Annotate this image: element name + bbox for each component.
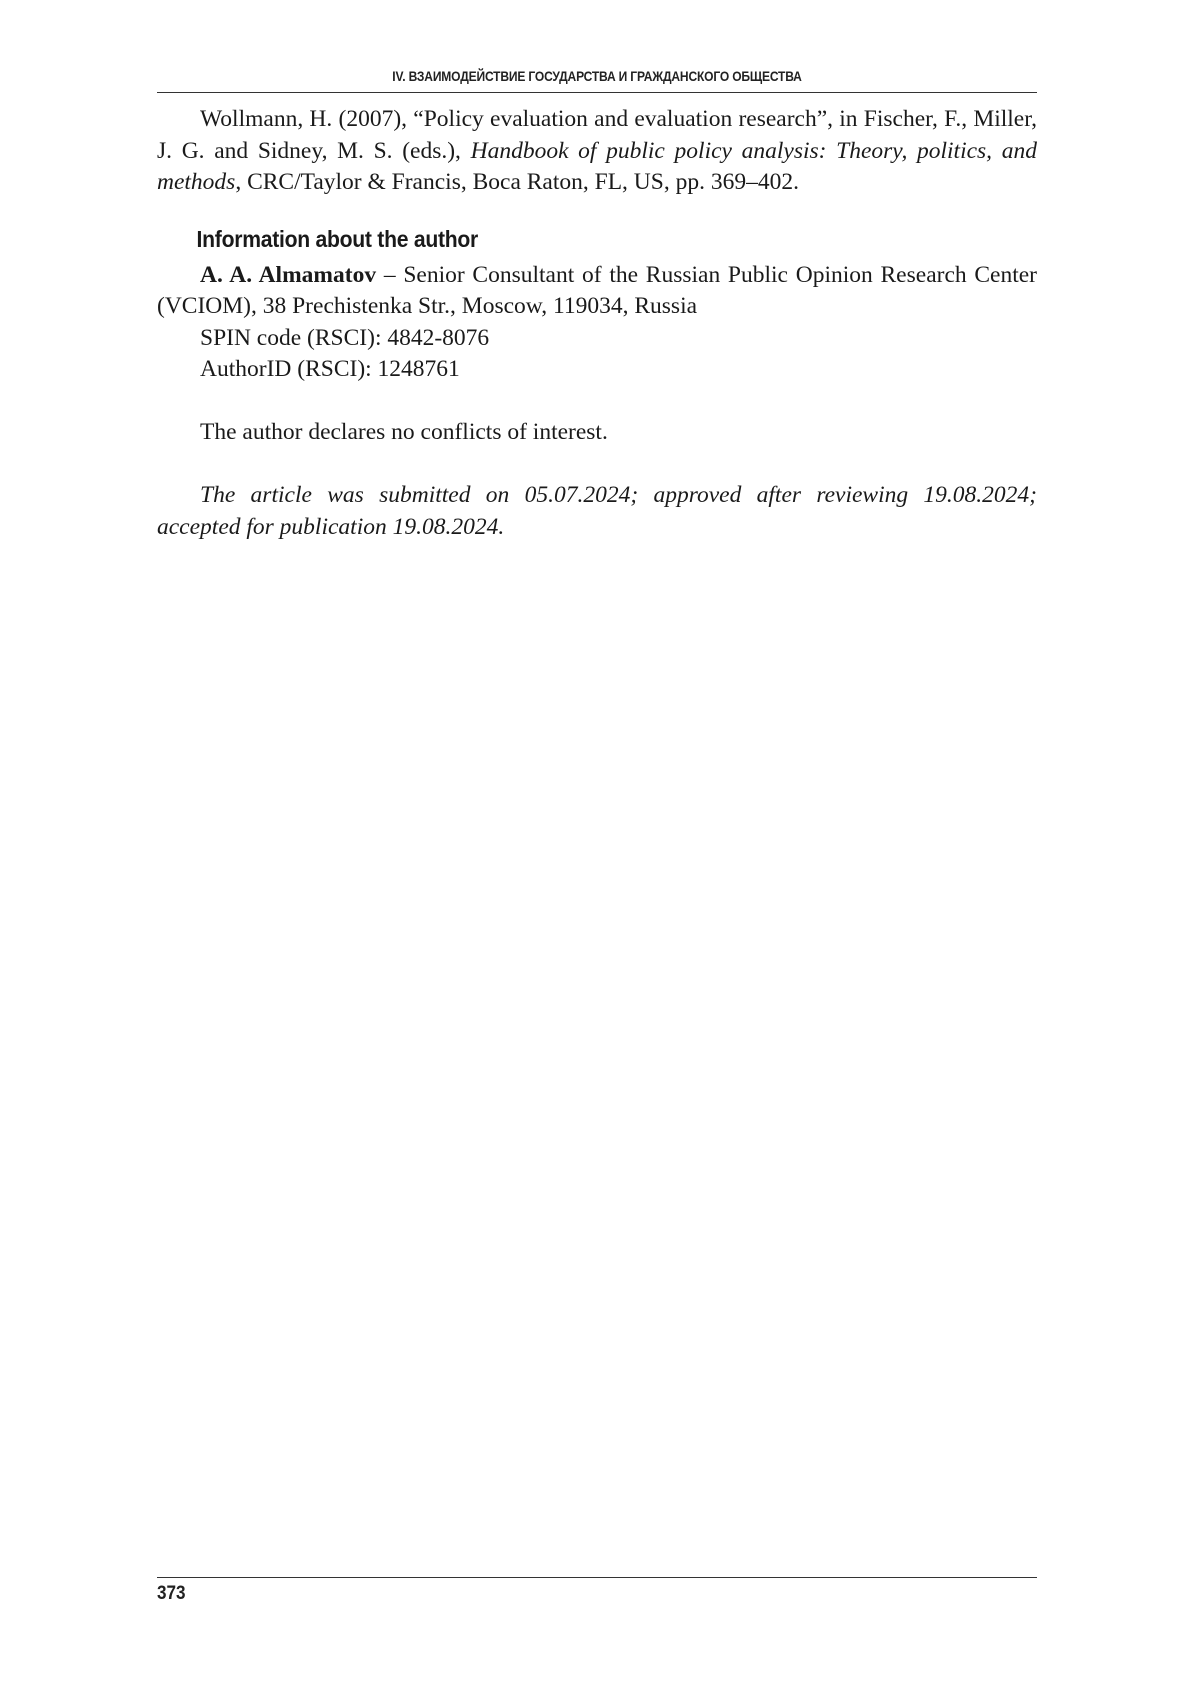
author-affiliation: – Senior Consultant of the Russian Public Opinion Research Center (VCIOM), 38 Prechistenka Str., Moscow, 119034, Russia: [157, 261, 1038, 319]
document-page: [157, 0, 1037, 1694]
page-number: 373: [157, 1583, 186, 1604]
reference-tail: , CRC/Taylor & Francis, Boca Raton, FL, US, pp. 369–402.: [235, 169, 799, 195]
spacer: [157, 386, 1037, 418]
spacer: [157, 449, 1037, 481]
running-head: IV. ВЗАИМОДЕЙСТВИЕ ГОСУДАРСТВА И ГРАЖДАНСКОГО ОБЩЕСТВА: [392, 68, 802, 84]
author-description: [157, 260, 1037, 323]
reference-lead: Wollmann, H. (2007), “Policy evaluation and evaluation research”, in Fischer, F., Miller, J. G. and Sidney, M. S. (eds.),: [157, 106, 1037, 164]
author-spin-code: SPIN code (RSCI): 4842-8076: [200, 324, 490, 351]
author-id: AuthorID (RSCI): 1248761: [200, 356, 460, 382]
conflict-statement: The author declares no conflicts of interest.: [200, 419, 608, 445]
author-name: A. A. Almamatov: [200, 261, 377, 288]
reference-book-title: Handbook of public policy analysis: Theory, politics, and methods: [157, 137, 1037, 195]
header-rule: [157, 92, 1037, 93]
footer-rule: [157, 1577, 1037, 1578]
reference-entry: [157, 104, 1037, 199]
author-info-heading: Information about the author: [196, 225, 479, 252]
body-text: [157, 104, 1037, 543]
submission-note: The article was submitted on 05.07.2024; approved after reviewing 19.08.2024; accepted for publication 19.08.2024.: [157, 482, 1037, 540]
